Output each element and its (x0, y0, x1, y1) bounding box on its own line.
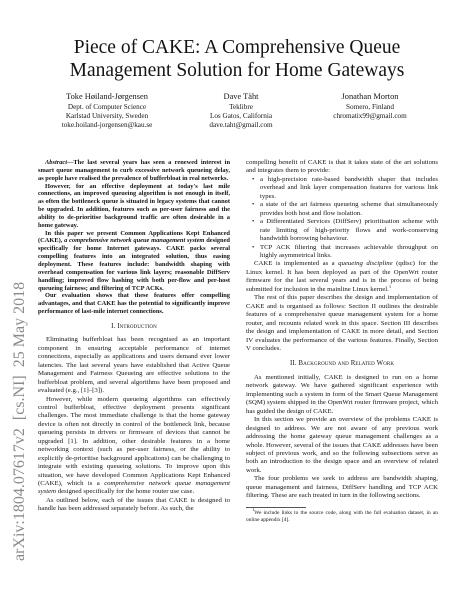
list-item: • a high-precision rate-based bandwidth shaper that includes overhead and link layer compensation features for various link types. (252, 175, 438, 200)
abstract (38, 159, 230, 316)
author-block (34, 92, 440, 144)
author-3 (304, 92, 436, 121)
author-name: Jonathan Morton (341, 92, 399, 101)
body-paragraph: In this section we provide an overview of the problems CAKE is designed to address. We are not aware of any previous work addressing the home gateway queue management challenges as a whole. However, several of the issues that CAKE addresses have been subject of previous work, and so the following subsections serve as both an introduction to the design space and an overview of related work. (246, 416, 438, 474)
abstract-paragraph: However, for an effective deployment at today's last mile connections, an improved queueing algorithm is not enough in itself, as often the bottleneck queue is situated in legacy systems that cannot be upgraded. In addition, features such as per-user fairness and the ability to de-prioritise background traffic are often desirable in a home gateway. (38, 182, 230, 229)
footnote: $^1$We include links to the source code, along with the full evaluation dataset, in an online appendix [4]. (246, 507, 438, 523)
arxiv-id-text: arXiv:1804.07617v2 [cs.NI] 25 May 2018 (11, 281, 28, 561)
abstract-paragraph: Our evaluation shows that these features offer compelling advantages, and that CAKE has the potential to significantly improve performance of last-mile internet connections. (38, 292, 230, 316)
abstract-paragraph: Abstract—The last several years has seen a renewed interest in smart queue management to curb excessive network queueing delay, as people have realised the prevalence of bufferbloat in real networks. (38, 159, 230, 182)
author-affiliation: Teklibre (229, 102, 253, 111)
section-heading-introduction: I. Introduction (111, 322, 157, 330)
author-2 (184, 92, 298, 130)
background-text (246, 374, 438, 501)
author-email: chromatix99@gmail.com (333, 111, 407, 120)
author-email: toke.hoiland-jorgensen@kau.se (61, 121, 153, 130)
footnote-marker: 1 (388, 283, 392, 289)
body-paragraph: The rest of this paper describes the design and implementation of CAKE and is organised as follows: Section II outlines the desirable features of a comprehensive queue management system for a home router, and recounts related work in this space. Section III describes the design and implementation of CAKE in more detail, and Section IV evaluates the performance of the various features. Finally, Section V concludes. (246, 294, 438, 352)
footnote-divider (246, 507, 306, 508)
right-column (246, 159, 438, 523)
author-affiliation: Los Gatos, California (209, 111, 273, 120)
paper-title: Piece of CAKE: A Comprehensive Queue Management Solution for Home Gateways (69, 37, 405, 81)
author-affiliation: Dept. of Computer Science (67, 102, 147, 111)
list-item: • a Differentiated Services (DiffServ) prioritisation scheme with rate limiting of high-priority flows and work-conserving bandwidth borrowing behaviour. (252, 218, 438, 243)
arxiv-identifier (4, 136, 32, 566)
body-paragraph: As mentioned initially, CAKE is designed to run on a home network gateway. We have gathered significant experience with implementing such a system in form of the Smart Queue Management (SQM) system shipped in the OpenWrt router firmware project, which has guided the design of CAKE. (246, 373, 438, 415)
list-item: • TCP ACK filtering that increases achievable throughput on highly asymmetrical links. (252, 243, 438, 259)
list-item: • a state of the art fairness queueing scheme that simultaneously provides both host and flow isolation. (252, 201, 438, 217)
author-affiliation: Somero, Finland (346, 102, 394, 111)
author-1 (34, 92, 180, 130)
abstract-paragraph: In this paper we present Common Applications Kept Enhanced (CAKE), a comprehensive network queue management system designed specifically for home Internet gateways. CAKE packs several compelling features into an integrated solution, thus easing deployment. These features include: bandwidth shaping with overhead compensation for various link layers; reasonable DiffServ handling; improved flow hashing with both per-flow and per-host queueing fairness; and filtering of TCP ACKs. (38, 229, 230, 292)
author-email: dave.taht@gmail.com (209, 121, 273, 130)
body-paragraph: CAKE is implemented as a queueing discipline (qdisc) for the Linux kernel. It has been deployed as part of the OpenWrt router firmware for the last several years and is in the process of being submitted for inclusion in the mainline Linux kernel.$^1$ (246, 260, 438, 293)
body-paragraph: compelling benefit of CAKE is that it takes state of the art solutions and integrates them to provide: (246, 159, 438, 175)
body-paragraph: However, while modern queueing algorithms can effectively control bufferbloat, effective deployment presents significant challenges. The most immediate challenge is that the home gateway device is often not directly in control of the bottleneck link, because queueing persists in drivers or firmware of devices that cannot be upgraded [1]. In addition, other desirable features in a home networking context (such as per-user fairness, or the ability to explicitly de-prioritise background applications) can be challenging to integrate with existing queueing solutions. To improve upon this situation, we have developed Common Applications Kept Enhanced (CAKE), which is a comprehensive network queue management system designed specifically for the home router use case. (38, 395, 230, 496)
author-name: Dave Täht (223, 92, 259, 101)
left-column (38, 159, 230, 514)
author-name: Toke Høiland-Jørgensen (66, 92, 148, 101)
body-paragraph: As outlined below, each of the issues that CAKE is designed to handle has been addressed separately before. As such, the (38, 496, 230, 513)
section-heading-background: II. Background and Related Work (289, 360, 395, 368)
introduction-text (38, 336, 230, 514)
author-affiliation: Karlstad University, Sweden (65, 111, 149, 120)
abstract-label: Abstract (45, 159, 68, 166)
feature-list (252, 176, 438, 261)
introduction-continued (246, 159, 438, 353)
body-paragraph: Eliminating bufferbloat has been recognised as an important component in ensuring acceptable performance of internet connections, especially as applications and users demand ever lower latencies. The last several years have established that Active Queue Management and Fairness Queueing are effective solutions to the bufferbloat problem, and several algorithms have been proposed and evaluated (e.g., [1]–[3]). (38, 336, 230, 395)
body-paragraph: The four problems we seek to address are bandwidth shaping, queue management and fairness, DiffServ handling and TCP ACK filtering. These are each treated in turn in the following sections. (246, 475, 438, 500)
footnote-number: 1 (252, 507, 255, 513)
